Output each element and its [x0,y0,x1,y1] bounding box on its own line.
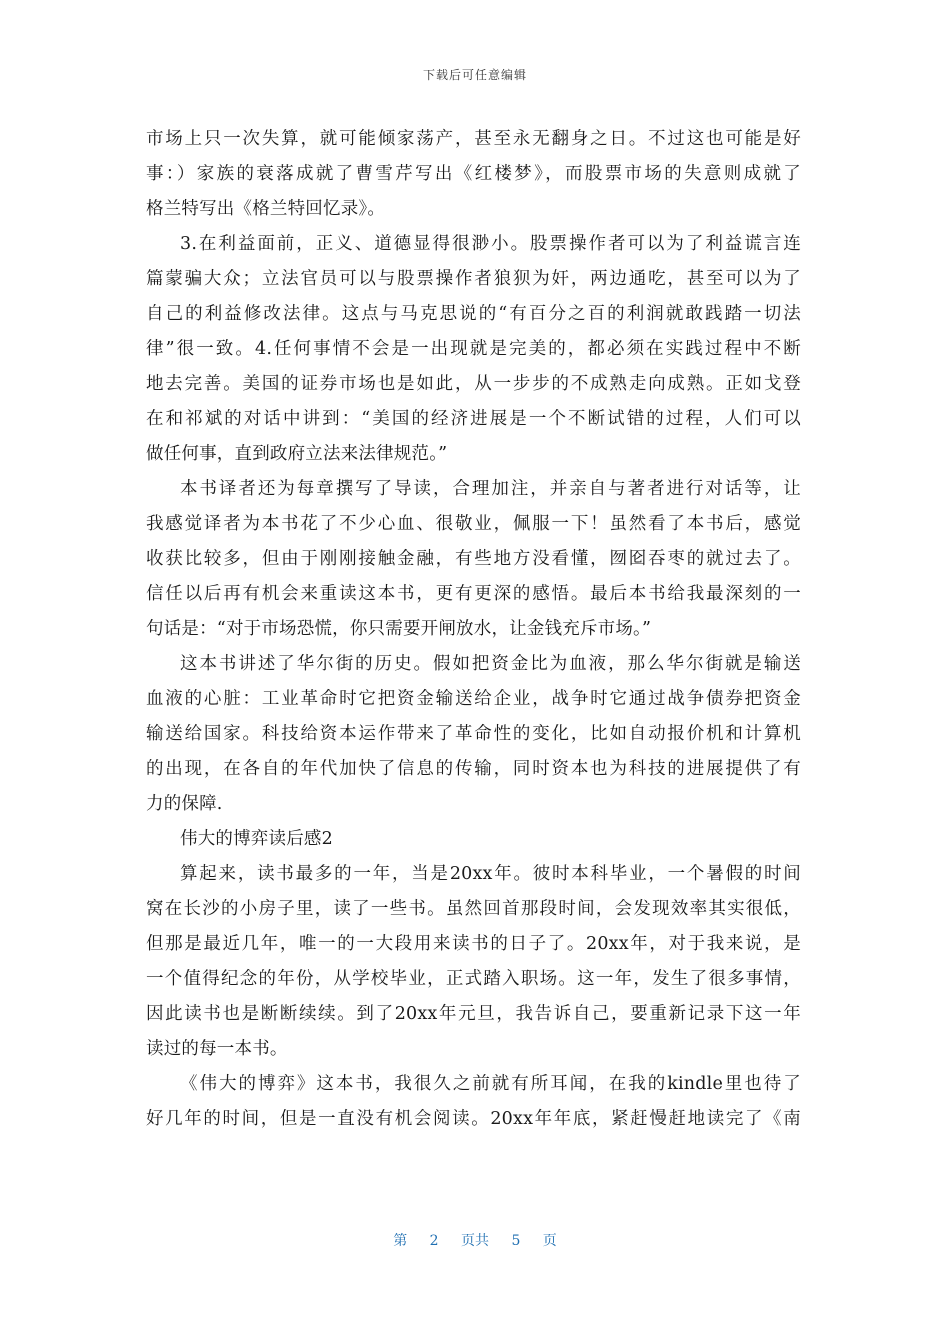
text-line: 但那是最近几年，唯一的一大段用来读书的日子了。20xx年，对于我来说，是 [146,934,801,954]
page-header: 下载后可任意编辑 [422,68,527,82]
text-line: 的出现，在各自的年代加快了信息的传输，同时资本也为科技的进展提供了有 [146,759,801,779]
section-heading: 伟大的博弈读后感2 [180,829,333,849]
text-line: 3.在利益面前，正义、道德显得很渺小。股票操作者可以为了利益谎言连 [180,234,801,254]
document-body [146,122,801,1137]
text-line: 这本书讲述了华尔街的历史。假如把资金比为血液，那么华尔街就是输送 [180,654,801,674]
text-line: 篇蒙骗大众；立法官员可以与股票操作者狼狈为奸，两边通吃，甚至可以为了 [146,269,801,289]
text-line: 算起来，读书最多的一年，当是20xx年。彼时本科毕业，一个暑假的时间 [180,864,801,884]
text-line: 一个值得纪念的年份，从学校毕业，正式踏入职场。这一年，发生了很多事情， [146,969,801,989]
text-line: 窝在长沙的小房子里，读了一些书。虽然回首那段时间，会发现效率其实很低， [146,899,801,919]
text-line: 做任何事，直到政府立法来法律规范。” [146,444,448,464]
text-line: 句话是：“对于市场恐慌，你只需要开闸放水，让金钱充斥市场。” [146,619,652,639]
text-line: 事：）家族的衰落成就了曹雪芹写出《红楼梦》，而股票市场的失意则成就了 [146,164,801,184]
text-line: 格兰特写出《格兰特回忆录》。 [146,199,386,219]
text-line: 我感觉译者为本书花了不少心血、很敬业，佩服一下！虽然看了本书后，感觉 [146,514,801,534]
text-line: 好几年的时间，但是一直没有机会阅读。20xx年年底，紧赶慢赶地读完了《南 [146,1109,801,1129]
text-line: 律”很一致。4.任何事情不会是一出现就是完美的，都必须在实践过程中不断 [146,339,801,359]
text-line: 读过的每一本书。 [146,1039,288,1059]
text-line: 输送给国家。科技给资本运作带来了革命性的变化，比如自动报价机和计算机 [146,724,801,744]
text-line: 地去完善。美国的证券市场也是如此，从一步步的不成熟走向成熟。正如戈登 [146,374,801,394]
text-line: 本书译者还为每章撰写了导读，合理加注，并亲自与著者进行对话等，让 [180,479,801,499]
text-line: 《伟大的博弈》这本书，我很久之前就有所耳闻，在我的kindle里也待了 [180,1074,801,1094]
page-footer: 第 2 页共 5 页 [393,1233,557,1249]
text-line: 信任以后再有机会来重读这本书，更有更深的感悟。最后本书给我最深刻的一 [146,584,801,604]
text-line: 因此读书也是断断续续。到了20xx年元旦，我告诉自己，要重新记录下这一年 [146,1004,801,1024]
text-line: 力的保障. [146,794,223,814]
text-line: 自己的利益修改法律。这点与马克思说的“有百分之百的利润就敢践踏一切法 [146,304,801,324]
text-line: 市场上只一次失算，就可能倾家荡产，甚至永无翻身之日。不过这也可能是好 [146,129,801,149]
text-line: 血液的心脏：工业革命时它把资金输送给企业，战争时它通过战争债券把资金 [146,689,801,709]
text-line: 收获比较多，但由于刚刚接触金融，有些地方没看懂，囫囵吞枣的就过去了。 [146,549,801,569]
text-line: 在和祁斌的对话中讲到：“美国的经济进展是一个不断试错的过程，人们可以 [146,409,801,429]
